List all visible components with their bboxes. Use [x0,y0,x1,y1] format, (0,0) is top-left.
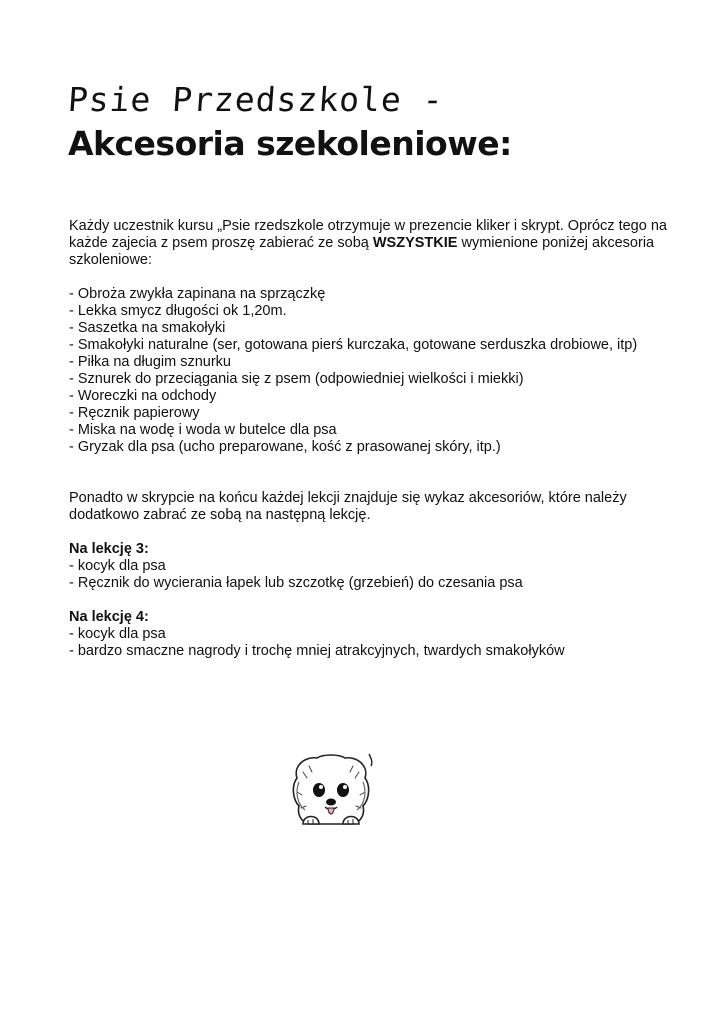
list-item: - Lekka smycz długości ok 1,20m. [69,303,287,319]
lesson-4-list [69,626,669,660]
puppy-icon [283,748,379,844]
list-item: - Ręcznik do wycierania łapek lub szczotkę (grzebień) do czesania psa [69,575,523,591]
lesson-3-list [69,558,669,592]
accessories-list [69,286,669,456]
note-paragraph: Ponadto w skrypcie na końcu każdej lekcji znajduje się wykaz akcesoriów, które należy dodatkowo zabrać ze sobą na następną lekcję. [69,490,627,523]
lesson-4-block [69,609,669,660]
list-item: - Obroża zwykła zapinana na sprzączkę [69,286,326,302]
list-item: - Miska na wodę i woda w butelce dla psa [69,422,337,438]
list-item: - Piłka na długim sznurku [69,354,231,370]
list-item: - Woreczki na odchody [69,388,217,404]
list-item: - Smakołyki naturalne (ser, gotowana pierś kurczaka, gotowane serduszka drobiowe, itp) [69,337,638,353]
document-body [69,218,669,677]
list-item: - bardzo smaczne nagrody i trochę mniej atrakcyjnych, twardych smakołyków [69,643,565,659]
lesson-4-heading: Na lekcję 4: [69,609,149,625]
list-item: - kocyk dla psa [69,558,166,574]
intro-emphasis: WSZYSTKIE [372,235,458,251]
page-title-script: Psie Przedszkole - [66,80,445,119]
intro-text-1: Każdy uczestnik kursu „Psie rzedszkole otrzymuje w prezencie kliker i skrypt. Oprócz tego na każde zajecia z psem proszę zabierać ze sobą [69,218,667,251]
intro-paragraph [69,218,669,269]
list-item: - Sznurek do przeciągania się z psem (odpowiedniej wielkości i miekki) [69,371,524,387]
list-item: - Saszetka na smakołyki [69,320,226,336]
list-item: - Ręcznik papierowy [69,405,200,421]
intro-text-2: wymienione poniżej akcesoria szkoleniowe: [69,235,655,268]
list-item: - Gryzak dla psa (ucho preparowane, kość z prasowanej skóry, itp.) [69,439,501,455]
lesson-3-block [69,541,669,592]
list-item: - kocyk dla psa [69,626,166,642]
page-title: Akcesoria szekoleniowe: [68,124,512,163]
lesson-3-heading: Na lekcję 3: [69,541,149,557]
